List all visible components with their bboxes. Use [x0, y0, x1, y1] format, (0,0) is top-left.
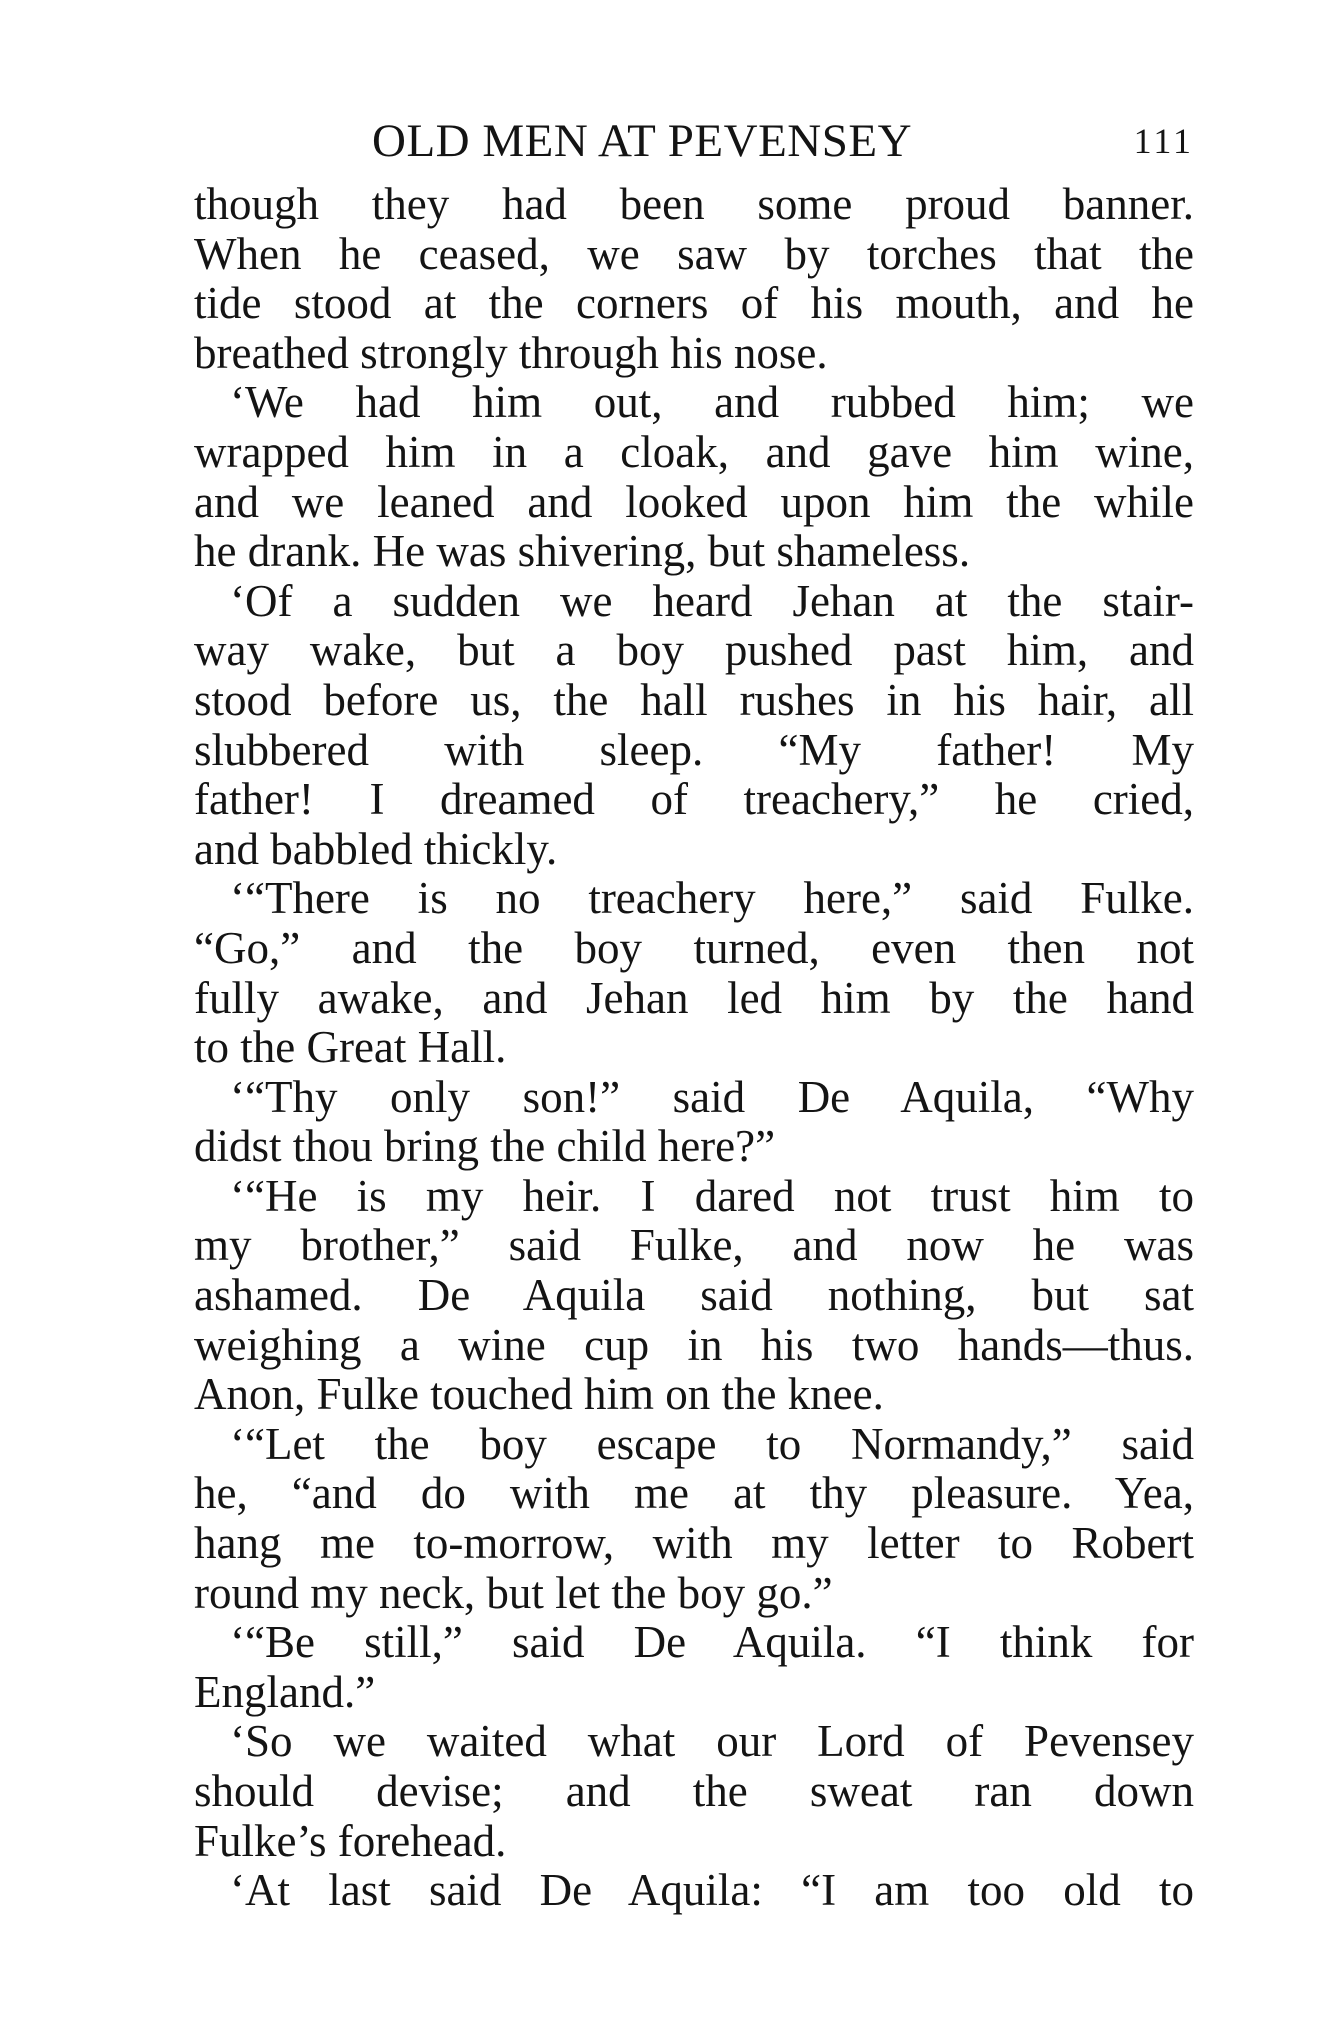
text-line: round my neck, but let the boy go.”	[194, 1567, 833, 1618]
text-line: Anon, Fulke touched him on the knee.	[194, 1369, 884, 1420]
text-line: “Go,” and the boy turned, even then not	[194, 922, 1194, 973]
text-line: ‘“He is my heir. I dared not trust him to	[230, 1170, 1194, 1221]
text-line: Fulke’s forehead.	[194, 1815, 507, 1866]
text-line: When he ceased, we saw by torches that the	[194, 228, 1194, 279]
text-line: should devise; and the sweat ran down	[194, 1766, 1194, 1816]
text-line: my brother,” said Fulke, and now he was	[194, 1220, 1194, 1271]
text-line: hang me to-morrow, with my letter to Robert	[194, 1518, 1194, 1569]
text-line: ‘So we waited what our Lord of Pevensey	[230, 1716, 1194, 1767]
text-line: and we leaned and looked upon him the while	[194, 476, 1194, 527]
text-line: ashamed. De Aquila said nothing, but sat	[194, 1270, 1194, 1321]
text-line: way wake, but a boy pushed past him, and	[194, 625, 1194, 676]
text-line: stood before us, the hall rushes in his hair, all	[194, 674, 1194, 725]
text-line: and babbled thickly.	[194, 823, 558, 874]
text-line: ‘At last said De Aquila: “I am too old to	[230, 1865, 1194, 1916]
text-line: fully awake, and Jehan led him by the hand	[194, 972, 1194, 1023]
text-line: breathed strongly through his nose.	[194, 327, 828, 378]
text-line: ‘“Thy only son!” said De Aquila, “Why	[230, 1071, 1194, 1122]
text-line: he, “and do with me at thy pleasure. Yea,	[194, 1468, 1194, 1519]
running-head	[194, 110, 1194, 172]
text-line: ‘Of a sudden we heard Jehan at the stair-	[230, 575, 1194, 626]
text-line: England.”	[194, 1666, 376, 1717]
text-line: slubbered with sleep. “My father! My	[194, 724, 1194, 775]
page-number: 111	[1133, 121, 1194, 161]
text-line: ‘We had him out, and rubbed him; we	[230, 377, 1194, 428]
text-line: though they had been some proud banner.	[194, 179, 1194, 229]
text-line: weighing a wine cup in his two hands—thus.	[194, 1319, 1194, 1370]
book-page	[194, 110, 1194, 1916]
text-line: ‘“There is no treachery here,” said Fulke.	[230, 873, 1194, 924]
text-line: to the Great Hall.	[194, 1022, 507, 1073]
text-line: father! I dreamed of treachery,” he cried,	[194, 774, 1194, 825]
text-line: he drank. He was shivering, but shameless.	[194, 526, 971, 577]
text-line: ‘“Be still,” said De Aquila. “I think for	[230, 1617, 1194, 1668]
body-text	[194, 180, 1194, 1916]
text-line: tide stood at the corners of his mouth, and he	[194, 278, 1194, 329]
text-line: wrapped him in a cloak, and gave him wine,	[194, 426, 1194, 477]
running-title: OLD MEN AT PEVENSEY	[372, 115, 913, 167]
text-line: didst thou bring the child here?”	[194, 1121, 776, 1172]
text-line: ‘“Let the boy escape to Normandy,” said	[230, 1418, 1194, 1469]
